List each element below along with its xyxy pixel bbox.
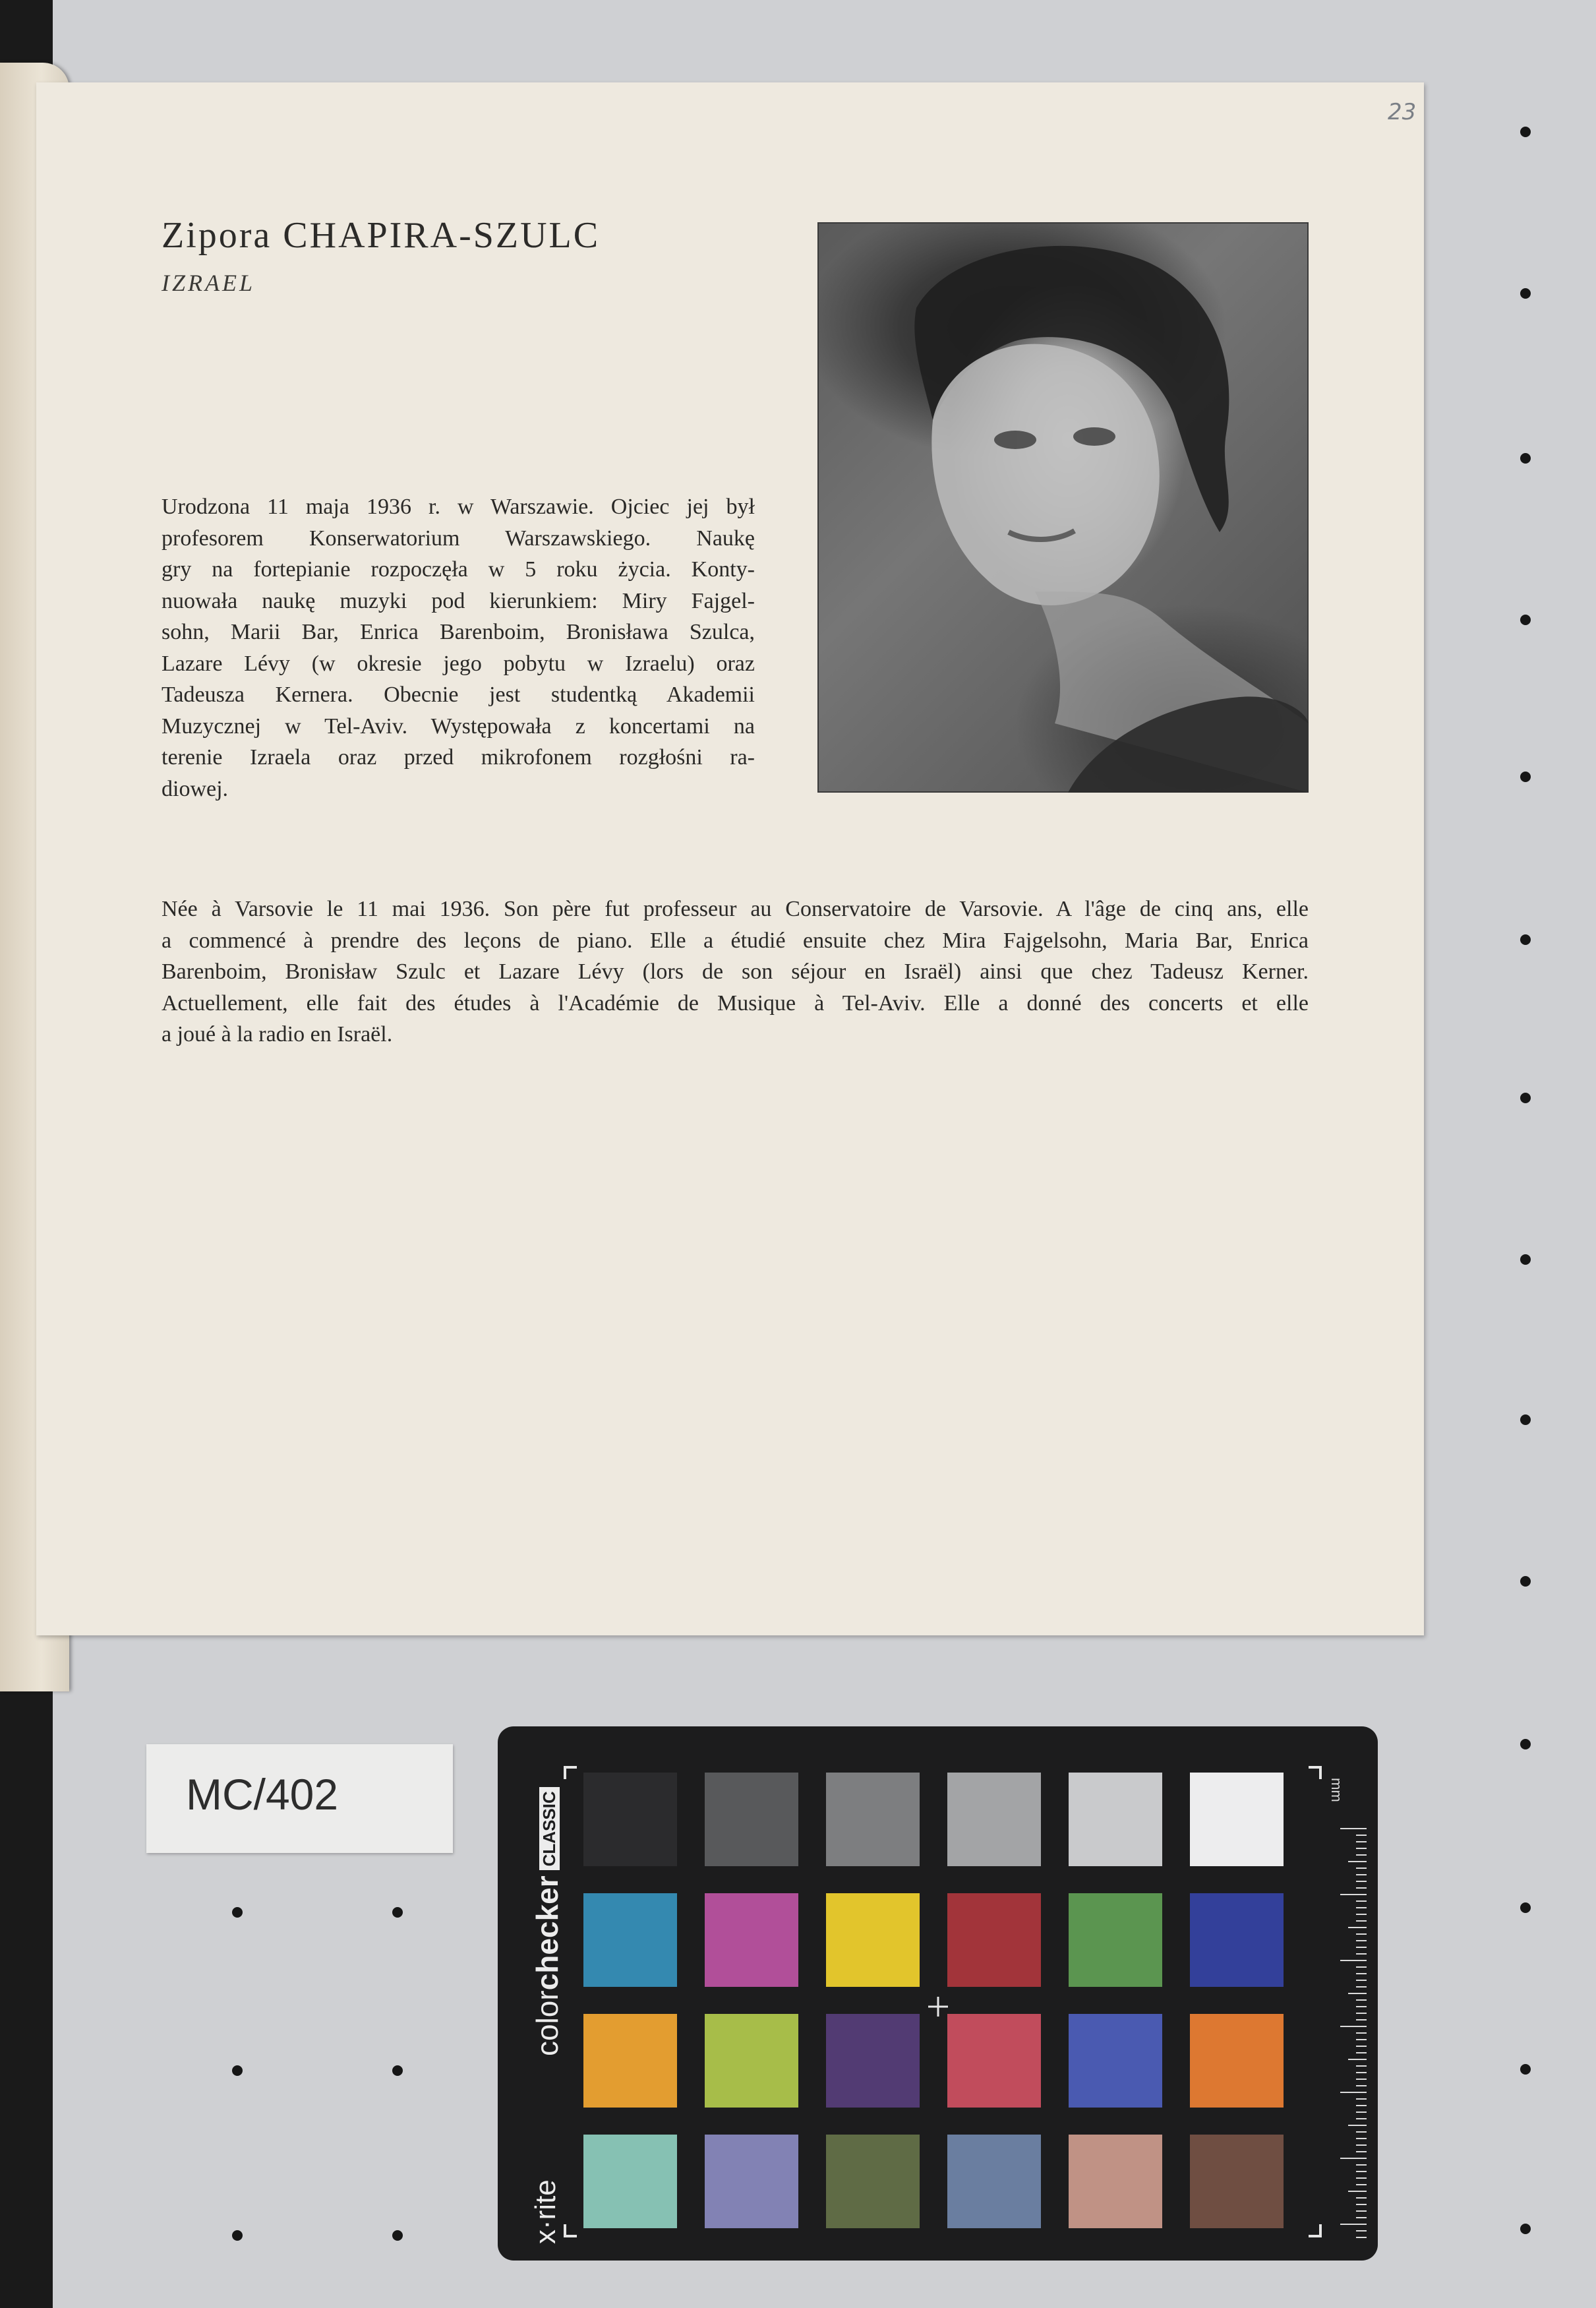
mm-ruler [1335, 1825, 1368, 2241]
board-hole [392, 2230, 403, 2241]
color-swatch [1069, 2014, 1162, 2108]
color-swatch [947, 2014, 1041, 2108]
board-hole [1520, 288, 1531, 299]
board-hole [1520, 772, 1531, 782]
color-swatch [1069, 1893, 1162, 1987]
color-swatch [1190, 1893, 1284, 1987]
color-swatch [705, 1893, 798, 1987]
board-hole [232, 2065, 243, 2076]
bio-line: Tadeusza Kernera. Obecnie jest studentką Akademii [162, 683, 755, 707]
bio-line: Actuellement, elle fait des études à l'Académie de Musique à Tel-Aviv. Elle a donné des concerts et elle [162, 990, 1309, 1016]
bio-line: Née à Varsovie le 11 mai 1936. Son père fut professeur au Conservatoire de Varsovie. A l'âge de cinq ans, elle [162, 897, 1309, 921]
board-hole [1520, 1254, 1531, 1265]
color-swatch [583, 2014, 677, 2108]
board-hole [1520, 2224, 1531, 2234]
color-swatch [583, 1893, 677, 1987]
color-swatch [583, 2135, 677, 2228]
brand-light-text: color [530, 1990, 564, 2056]
board-hole [1520, 453, 1531, 464]
color-swatch [705, 2135, 798, 2228]
color-swatch [826, 2135, 920, 2228]
bio-line: sohn, Marii Bar, Enrica Barenboim, Bronisława Szulca, [162, 620, 755, 644]
artist-country: IZRAEL [162, 270, 256, 296]
color-swatch [947, 1893, 1041, 1987]
board-hole [392, 1907, 403, 1918]
color-swatch [1190, 2135, 1284, 2228]
bio-line: diowej. [162, 776, 229, 801]
board-hole [1520, 934, 1531, 945]
board-hole [1520, 1093, 1531, 1103]
color-swatch [947, 1773, 1041, 1866]
edition-badge: CLASSIC [539, 1787, 560, 1870]
color-swatch [583, 1773, 677, 1866]
artist-name: Zipora CHAPIRA-SZULC [162, 215, 601, 256]
bio-line: a joué à la radio en Israël. [162, 1022, 393, 1047]
bio-line: nuowała naukę muzyki pod kierunkiem: Miry Fajgel- [162, 588, 755, 613]
bio-line: Muzycznej w Tel-Aviv. Występowała z koncertami na [162, 714, 755, 739]
color-checker-card [498, 1726, 1378, 2261]
catalog-label [146, 1744, 453, 1853]
bio-line: terenie Izraela oraz przed mikrofonem rozgłośni ra- [162, 745, 755, 770]
catalog-label-text: MC/402 [186, 1770, 339, 1819]
color-swatch [1069, 2135, 1162, 2228]
board-hole [1520, 1576, 1531, 1587]
color-swatch [705, 1773, 798, 1866]
portrait-photo [817, 222, 1309, 793]
portrait-silhouette [817, 222, 1309, 793]
board-hole [1520, 615, 1531, 625]
bio-line: profesorem Konserwatorium Warszawskiego. Naukę [162, 526, 755, 551]
color-swatch [826, 2014, 920, 2108]
bio-line: a commencé à prendre des leçons de piano. Elle a étudié ensuite chez Mira Fajgelsohn, Maria Bar, Enrica [162, 928, 1309, 953]
color-swatch [1069, 1773, 1162, 1866]
bio-line: Lazare Lévy (w okresie jego pobytu w Izraelu) oraz [162, 651, 755, 676]
brand-bold-text: checker [530, 1875, 564, 1991]
color-swatch [947, 2135, 1041, 2228]
maker-logo: x·rite [529, 2179, 562, 2244]
ruler-unit: mm [1328, 1778, 1345, 1802]
color-swatch [1190, 2014, 1284, 2108]
color-swatch [826, 1773, 920, 1866]
board-hole [1520, 1414, 1531, 1425]
page-number: 23 [1388, 99, 1417, 125]
board-hole [1520, 1902, 1531, 1913]
biography-polish [162, 491, 755, 805]
board-hole [1520, 1739, 1531, 1749]
color-swatch [705, 2014, 798, 2108]
bio-line: Urodzona 11 maja 1936 r. w Warszawie. Ojciec jej był [162, 495, 755, 519]
color-swatch [826, 1893, 920, 1987]
board-hole [1520, 127, 1531, 137]
board-hole [392, 2065, 403, 2076]
bio-line: Barenboim, Bronisław Szulc et Lazare Lévy (lors de son séjour en Israël) ainsi que chez Tadeusz Kerner. [162, 959, 1309, 984]
biography-french [162, 894, 1309, 1050]
board-hole [1520, 2064, 1531, 2075]
bio-line: gry na fortepianie rozpoczęła w 5 roku życia. Konty- [162, 557, 755, 582]
color-swatch [1190, 1773, 1284, 1866]
board-hole [232, 2230, 243, 2241]
board-hole [232, 1907, 243, 1918]
